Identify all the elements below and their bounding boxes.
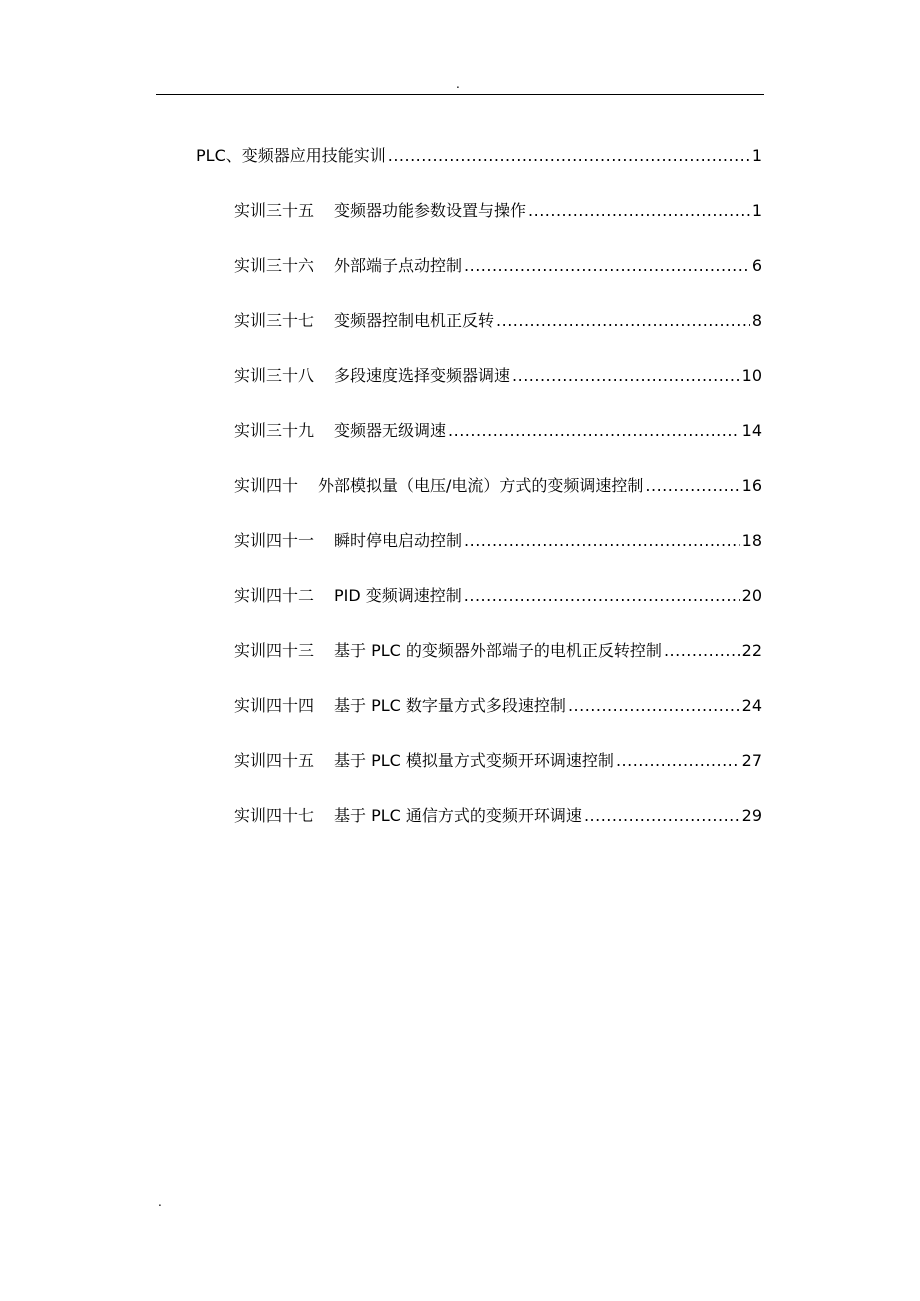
toc-lab-number: 实训四十二 xyxy=(234,586,315,605)
header-mark: . xyxy=(456,77,460,91)
toc-entry[interactable] xyxy=(234,255,762,277)
toc-leader-dots xyxy=(568,695,740,717)
toc-entry-title: 外部端子点动控制 xyxy=(334,256,463,275)
toc-page-number: 6 xyxy=(751,256,762,275)
toc-lab-number: 实训四十一 xyxy=(234,531,315,550)
toc-lab-number: 实训三十七 xyxy=(234,311,315,330)
toc-leader-dots xyxy=(512,365,740,387)
toc-lab-number: 实训三十八 xyxy=(234,366,315,385)
toc-entry-title: 变频器控制电机正反转 xyxy=(334,311,495,330)
toc-entry-title: 基于 PLC 通信方式的变频开环调速 xyxy=(334,806,582,825)
toc-entry-title: 变频器功能参数设置与操作 xyxy=(334,201,527,220)
toc-entry-main[interactable] xyxy=(196,145,762,167)
header-rule xyxy=(156,94,764,95)
toc-entry[interactable] xyxy=(234,640,762,662)
toc-leader-dots xyxy=(528,200,750,222)
toc-page-number: 8 xyxy=(751,311,762,330)
toc-leader-dots xyxy=(464,530,740,552)
toc-lab-number: 实训四十五 xyxy=(234,751,315,770)
toc-entry[interactable] xyxy=(234,420,762,442)
toc-entry-title: 基于 PLC 的变频器外部端子的电机正反转控制 xyxy=(334,641,662,660)
toc-entry-title: 外部模拟量（电压/电流）方式的变频调速控制 xyxy=(318,476,644,495)
toc-page-number: 1 xyxy=(751,201,762,220)
toc-entry-title: 变频器无级调速 xyxy=(334,421,447,440)
toc-leader-dots xyxy=(584,805,740,827)
toc-page-number: 22 xyxy=(741,641,762,660)
toc-entry-title: 多段速度选择变频器调速 xyxy=(334,366,511,385)
toc-entry[interactable] xyxy=(234,805,762,827)
toc-entry[interactable] xyxy=(234,750,762,772)
toc-lab-number: 实训四十 xyxy=(234,476,299,495)
toc-lab-number: 实训四十七 xyxy=(234,806,315,825)
toc-leader-dots xyxy=(616,750,740,772)
toc-entry[interactable] xyxy=(234,365,762,387)
toc-entry-title: 基于 PLC 数字量方式多段速控制 xyxy=(334,696,566,715)
toc-leader-dots xyxy=(448,420,740,442)
toc-page-number: 18 xyxy=(741,531,762,550)
footer-mark: . xyxy=(158,1195,162,1209)
toc-page-number: 20 xyxy=(741,586,762,605)
toc-lab-number: 实训三十五 xyxy=(234,201,315,220)
toc-lab-number: 实训四十三 xyxy=(234,641,315,660)
toc-page-number: 16 xyxy=(741,476,762,495)
toc-page-number: 24 xyxy=(741,696,762,715)
toc-leader-dots xyxy=(664,640,740,662)
toc-page-number: 27 xyxy=(741,751,762,770)
toc-entry[interactable] xyxy=(234,585,762,607)
toc-leader-dots xyxy=(464,255,750,277)
toc-entry-title: 瞬时停电启动控制 xyxy=(334,531,463,550)
toc-leader-dots xyxy=(645,475,739,497)
toc-lab-number: 实训三十九 xyxy=(234,421,315,440)
toc-leader-dots xyxy=(388,145,750,167)
toc-page-number: 14 xyxy=(741,421,762,440)
toc-entry-title: PID 变频调速控制 xyxy=(334,586,462,605)
toc-page-number: 29 xyxy=(741,806,762,825)
toc-entry[interactable] xyxy=(234,200,762,222)
toc-entry-title: 基于 PLC 模拟量方式变频开环调速控制 xyxy=(334,751,614,770)
toc-lab-number: 实训三十六 xyxy=(234,256,315,275)
toc-entry[interactable] xyxy=(234,310,762,332)
toc-page-number: 10 xyxy=(741,366,762,385)
toc-main-title: PLC、变频器应用技能实训 xyxy=(196,146,386,165)
toc-entry[interactable] xyxy=(234,695,762,717)
toc-entry[interactable] xyxy=(234,475,762,497)
toc-leader-dots xyxy=(464,585,740,607)
toc-lab-number: 实训四十四 xyxy=(234,696,315,715)
toc-page-number: 1 xyxy=(751,146,762,165)
toc-leader-dots xyxy=(496,310,750,332)
toc-entry[interactable] xyxy=(234,530,762,552)
